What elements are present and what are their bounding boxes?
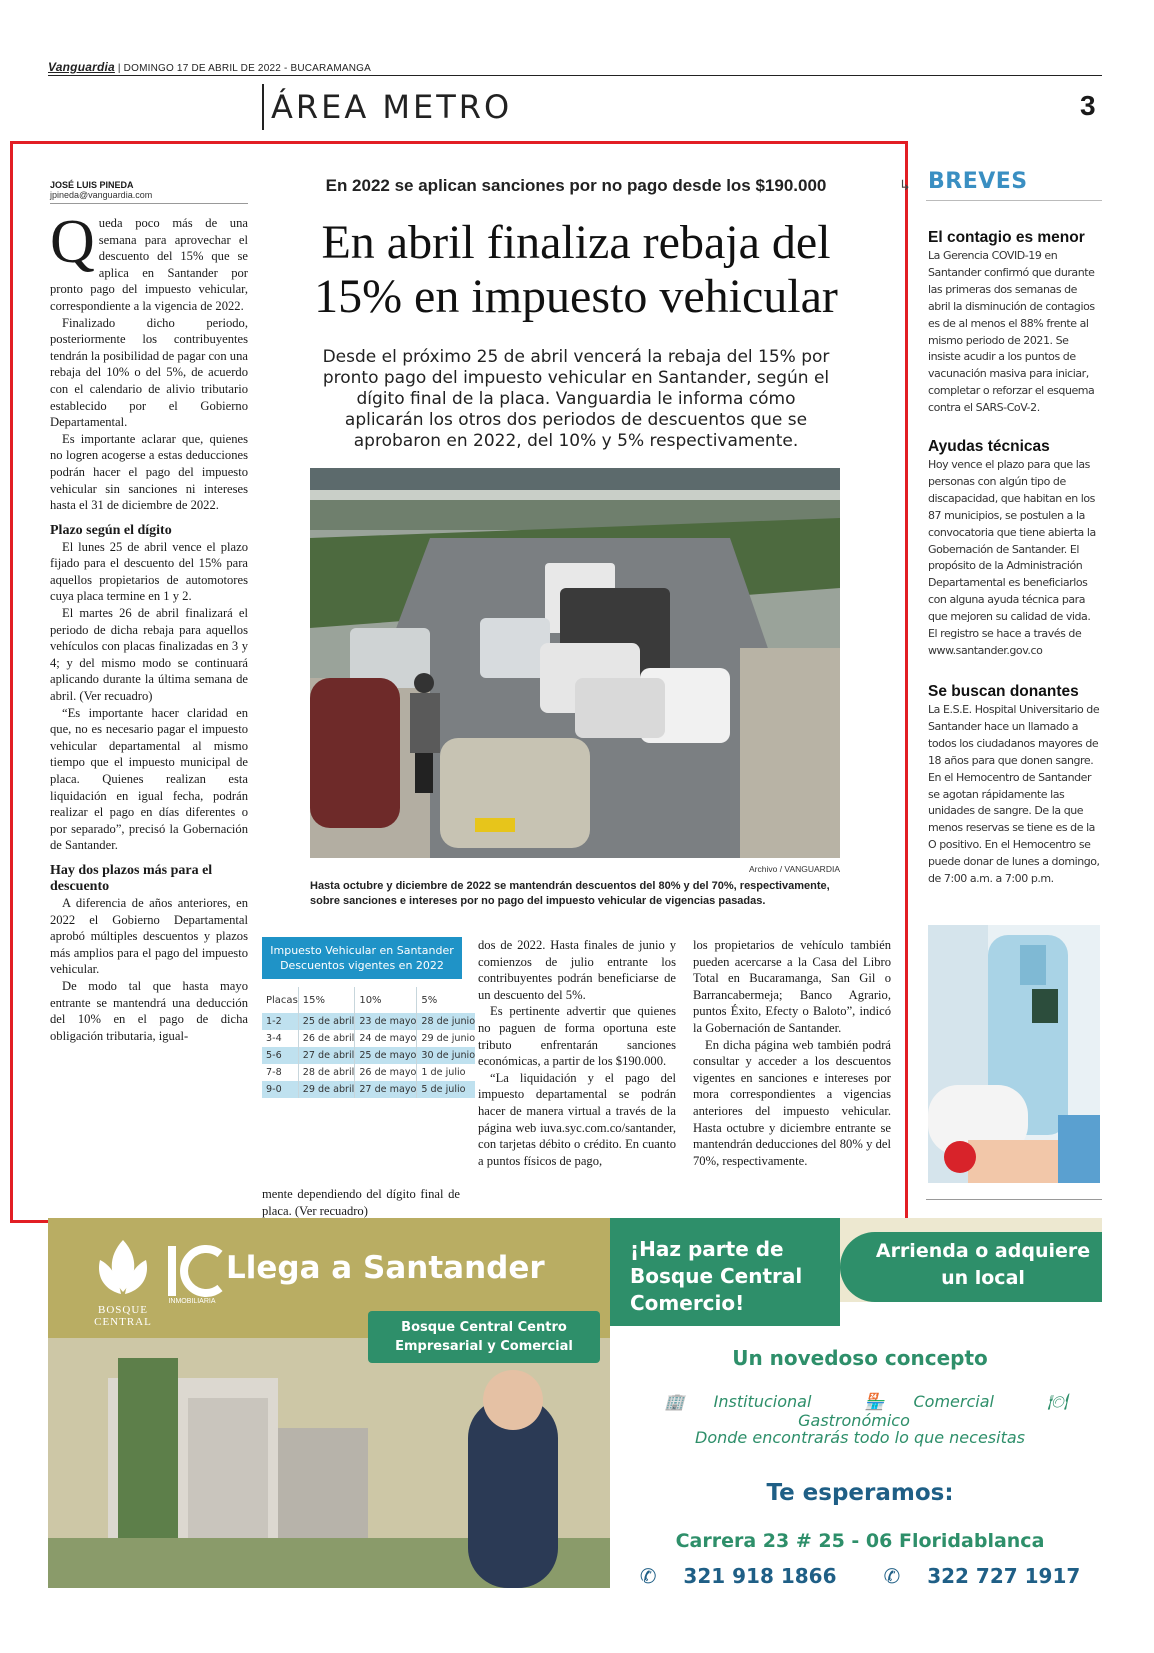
subheading: Plazo según el dígito bbox=[50, 522, 172, 538]
article-deck: Desde el próximo 25 de abril vencerá la rebaja del 15% por pronto pago del impuesto vehicular en Santander, según el dígito final de la placa. Vanguardia le informa cómo aplicarán los otros dos periodos de descuentos que se aprobaron en 2022, del 10% y 5% respectivamente. bbox=[322, 347, 830, 451]
table-title-line: Impuesto Vehicular en Santander bbox=[270, 944, 454, 957]
table-cell: 28 de abril bbox=[298, 1064, 355, 1081]
ad-badge bbox=[368, 1311, 600, 1363]
blood-donation-illustration bbox=[928, 925, 1100, 1183]
phone-number: 322 727 1917 bbox=[927, 1564, 1081, 1588]
traffic-photo bbox=[310, 468, 840, 858]
headline-line: 15% en impuesto vehicular bbox=[314, 270, 838, 323]
blood-donation-photo bbox=[928, 925, 1100, 1183]
body-paragraph: El martes 26 de abril finalizará el periodo de dicha rebaja para aquellos vehículos con placas finalizadas en 3 y 4; y del mismo modo se continuará aplicando durante la última semana de abril. (Ver recuadro) bbox=[50, 606, 248, 704]
traffic-illustration bbox=[310, 468, 840, 858]
bosque-central-logo bbox=[88, 1236, 158, 1312]
masthead-brand: Vanguardia bbox=[48, 60, 115, 74]
table-cell: 9-0 bbox=[262, 1081, 298, 1098]
ad-phones bbox=[618, 1564, 1102, 1588]
breves-title: BREVES bbox=[928, 169, 1028, 194]
brief-body: La Gerencia COVID-19 en Santander confirmó que durante las primeras dos semanas de abril la disminución de contagios es de al menos el 88% frente al mismo periodo de 2021. Se insiste acudir a los puntos de vacunación masiva para iniciar, completar o reforzar el esquema contra el SARS-CoV-2. bbox=[928, 249, 1095, 415]
subheading: Hay dos plazos más para el descuento bbox=[50, 862, 213, 894]
brief-item bbox=[928, 682, 1100, 888]
table-cell: 3-4 bbox=[262, 1030, 298, 1047]
article-headline bbox=[262, 216, 890, 324]
masthead bbox=[48, 60, 1102, 76]
table-header-cell: 15% bbox=[298, 987, 355, 1013]
sidebar-bottom-rule bbox=[926, 1199, 1102, 1200]
masthead-separator: | bbox=[117, 63, 124, 74]
discount-table-box bbox=[262, 937, 476, 1125]
brief-title: Se buscan donantes bbox=[928, 683, 1079, 700]
category-label: Comercial bbox=[913, 1392, 994, 1411]
category-label: Gastronómico bbox=[798, 1411, 910, 1430]
table-cell: 25 de mayo bbox=[355, 1047, 417, 1064]
brief-body: Hoy vence el plazo para que las personas con algún tipo de discapacidad, que habitan en los 87 municipios, se postulen a la convocatoria que tiene abierta la Gobernación de Santander. El propósito de la Administración Departamental es beneficiarlos con alguna ayuda técnica para que mejoren su calidad de vida. El registro se hace a través de www.santander.gov.co bbox=[928, 458, 1096, 657]
phone-item[interactable] bbox=[630, 1564, 847, 1588]
brief-title: El contagio es menor bbox=[928, 229, 1085, 246]
inmobiliaria-logo-text: INMOBILIARIA bbox=[168, 1298, 216, 1305]
category-comercial bbox=[852, 1392, 1005, 1411]
table-cell: 5 de julio bbox=[417, 1081, 475, 1098]
article-column-3 bbox=[478, 937, 676, 1169]
body-paragraph: “Es importante hacer claridad en que, no es necesario pagar el impuesto vehicular departamental al mismo tiempo que el impuesto municipal de placa. Quienes realizan esta liquidación en igual fecha, podrán realizar el pago en días diferentes o por separado”, precisó la Gobernación de Santander. bbox=[50, 705, 248, 853]
category-institucional bbox=[653, 1392, 824, 1411]
ad-badge-line: Empresarial y Comercial bbox=[395, 1339, 573, 1354]
article-column-1 bbox=[50, 208, 248, 1044]
body-paragraph: los propietarios de vehículo también pueden acercarse a la Casa del Libro Total en Bucaramanga, San Gil o Barrancabermeja; Banco Agrario, puntos Éxito, Efecty o Baloto”, indicó la Gobernación de Santander. bbox=[693, 938, 891, 1035]
table-cell: 24 de mayo bbox=[355, 1030, 417, 1047]
table-title-line: Descuentos vigentes en 2022 bbox=[280, 959, 444, 972]
body-paragraph: mente dependiendo del dígito final de placa. (Ver recuadro) bbox=[262, 1187, 460, 1218]
ad-green-banner-text: ¡Haz parte de Bosque Central Comercio! bbox=[630, 1237, 803, 1315]
advertisement bbox=[48, 1218, 1102, 1588]
building-illustration bbox=[48, 1338, 610, 1588]
table-cell: 29 de junio bbox=[421, 1033, 476, 1044]
building-icon: 🏢 bbox=[664, 1392, 685, 1411]
store-icon: 🏪 bbox=[864, 1392, 885, 1411]
table-row bbox=[262, 1081, 475, 1098]
table-header-cell: Placas bbox=[262, 987, 298, 1013]
page-number: 3 bbox=[1080, 90, 1096, 121]
body-paragraph: Finalizado dicho periodo, posteriormente los contribuyentes tendrán la posibilidad de pagar con una rebaja del 10% o del 5%, de acuerdo con el calendario de alivio tributario establecido por el Gobierno Departamental. bbox=[50, 315, 248, 430]
byline bbox=[50, 180, 248, 204]
body-paragraph: Es pertinente advertir que quienes no paguen de forma oportuna este tributo enfrentarán sanciones económicas, a partir de los $190.000. bbox=[478, 1004, 676, 1069]
body-paragraph: “La liquidación y el pago del impuesto departamental se podrán hacer de manera virtual a través de la página web iuva.syc.com.co/santander, con tarjetas débito o crédito. En cuanto a puntos físicos de pago, bbox=[478, 1070, 676, 1168]
table-cell: 28 de junio bbox=[417, 1013, 475, 1030]
headline-line: En abril finaliza rebaja del bbox=[321, 216, 831, 269]
ad-cta: Te esperamos: bbox=[766, 1480, 954, 1506]
table-title bbox=[262, 937, 462, 979]
table-header-row bbox=[262, 987, 475, 1013]
phone-icon: ✆ bbox=[883, 1564, 901, 1588]
ad-pill-banner-text: Arrienda o adquiere un local bbox=[875, 1240, 1091, 1289]
lead-paragraph bbox=[50, 208, 248, 315]
food-icon: 🍽 bbox=[1047, 1392, 1068, 1411]
breves-divider bbox=[926, 200, 1102, 201]
phone-icon: ✆ bbox=[639, 1564, 657, 1588]
table-cell: 26 de mayo bbox=[355, 1064, 417, 1081]
body-paragraph: En dicha página web también podrá consultar y acceder a los descuentos vigentes en sanciones e intereses por mora correspondientes a vigencias anteriores del impuesto vehicular. Hasta octubre y diciembre entrante se mantendrán deducciones del 80% y del 70%, respectivamente. bbox=[693, 1037, 891, 1168]
brief-item bbox=[928, 437, 1100, 660]
leaf-logo-icon bbox=[88, 1236, 158, 1312]
table-cell: 1 de julio bbox=[421, 1067, 466, 1078]
category-label: Institucional bbox=[713, 1392, 812, 1411]
brief-body: La E.S.E. Hospital Universitario de Santander hace un llamado a todos los ciudadanos mayores de 18 años para que donen sangre. En el Hemocentro de Santander se agotan rápidamente las unidades de sangre. De la que menos reservas se tiene es de la O positivo. En el Hemocentro se puede donar de lunes a domingo, de 7:00 a.m. a 7:00 p.m. bbox=[928, 703, 1100, 886]
table-cell: 27 de mayo bbox=[355, 1081, 417, 1098]
discount-table bbox=[262, 987, 475, 1098]
ad-building-panel bbox=[48, 1338, 610, 1588]
body-paragraph: A diferencia de años anteriores, en 2022 el Gobierno Departamental aprobó múltiples descuentos y plazos más amplios para el pago del impuesto vehicular. bbox=[50, 895, 248, 977]
drop-cap: Q bbox=[50, 208, 95, 276]
table-cell: 1-2 bbox=[262, 1013, 298, 1030]
masthead-dateline: DOMINGO 17 DE ABRIL DE 2022 - BUCARAMANGA bbox=[123, 63, 372, 74]
ad-categories bbox=[618, 1392, 1102, 1430]
lead-text: ueda poco más de una semana para aprovechar el descuento del 15% que se aplica en Santander por pronto pago del impuesto vehicular, correspondiente a la vigencia de 2022. bbox=[50, 216, 248, 313]
table-row bbox=[262, 1030, 475, 1047]
article-column-4 bbox=[693, 937, 891, 1169]
table-cell: 5-6 bbox=[262, 1047, 298, 1064]
table-row bbox=[262, 1013, 475, 1030]
brief-title: Ayudas técnicas bbox=[928, 438, 1050, 455]
body-paragraph: Es importante aclarar que, quienes no logren acogerse a estas deducciones podrán hacer el pago del impuesto vehicular sin sanciones ni intereses hasta el 31 de diciembre de 2022. bbox=[50, 431, 248, 513]
author-email: jpineda@vanguardia.com bbox=[50, 190, 153, 200]
table-cell: 29 de abril bbox=[298, 1081, 355, 1098]
brief-item bbox=[928, 228, 1100, 417]
table-cell: 30 de junio bbox=[417, 1047, 475, 1064]
article-kicker: En 2022 se aplican sanciones por no pago desde los $190.000 bbox=[325, 176, 827, 195]
phone-item[interactable] bbox=[873, 1564, 1090, 1588]
table-row bbox=[262, 1047, 475, 1064]
table-cell: 26 de abril bbox=[298, 1030, 355, 1047]
body-paragraph: El lunes 25 de abril vence el plazo fijado para el descuento del 15% para aquellos propietarios de automotores cuya placa termine en 1 y 2. bbox=[50, 539, 248, 604]
table-cell: 27 de abril bbox=[298, 1047, 355, 1064]
table-row bbox=[262, 1064, 475, 1081]
table-cell: 25 de abril bbox=[298, 1013, 355, 1030]
body-paragraph: De modo tal que hasta mayo entrante se mantendrá una deducción del 10% en el pago de dicha obligación tributaria, igual- bbox=[50, 978, 248, 1043]
photo-caption: Hasta octubre y diciembre de 2022 se mantendrán descuentos del 80% y del 70%, respectivamente, sobre sanciones e intereses por no pago del impuesto vehicular de vigencias pasadas. bbox=[310, 880, 830, 907]
author-name: JOSÉ LUIS PINEDA bbox=[50, 180, 134, 190]
section-title: ÁREA METRO bbox=[271, 88, 513, 126]
ad-concept: Un novedoso concepto bbox=[732, 1346, 988, 1370]
ad-address: Carrera 23 # 25 - 06 Floridablanca bbox=[675, 1530, 1045, 1552]
photo-credit: Archivo / VANGUARDIA bbox=[748, 864, 840, 874]
bosque-central-logo-text: BOSQUE CENTRAL bbox=[94, 1304, 152, 1328]
table-header-cell: 10% bbox=[355, 987, 417, 1013]
table-cell: 23 de mayo bbox=[355, 1013, 417, 1030]
table-header-cell: 5% bbox=[421, 994, 438, 1006]
ad-badge-line: Bosque Central Centro bbox=[401, 1320, 567, 1335]
ad-tagline: Donde encontrarás todo lo que necesitas bbox=[695, 1428, 1025, 1447]
section-rule bbox=[262, 84, 264, 130]
phone-number: 321 918 1866 bbox=[683, 1564, 837, 1588]
body-paragraph: dos de 2022. Hasta finales de junio y comienzos de julio entrante los contribuyentes podrán beneficiarse de un descuento del 5%. bbox=[478, 938, 676, 1002]
arrow-icon: ↳ bbox=[899, 179, 911, 194]
table-cell: 7-8 bbox=[262, 1064, 298, 1081]
ad-title: Llega a Santander bbox=[226, 1250, 545, 1286]
